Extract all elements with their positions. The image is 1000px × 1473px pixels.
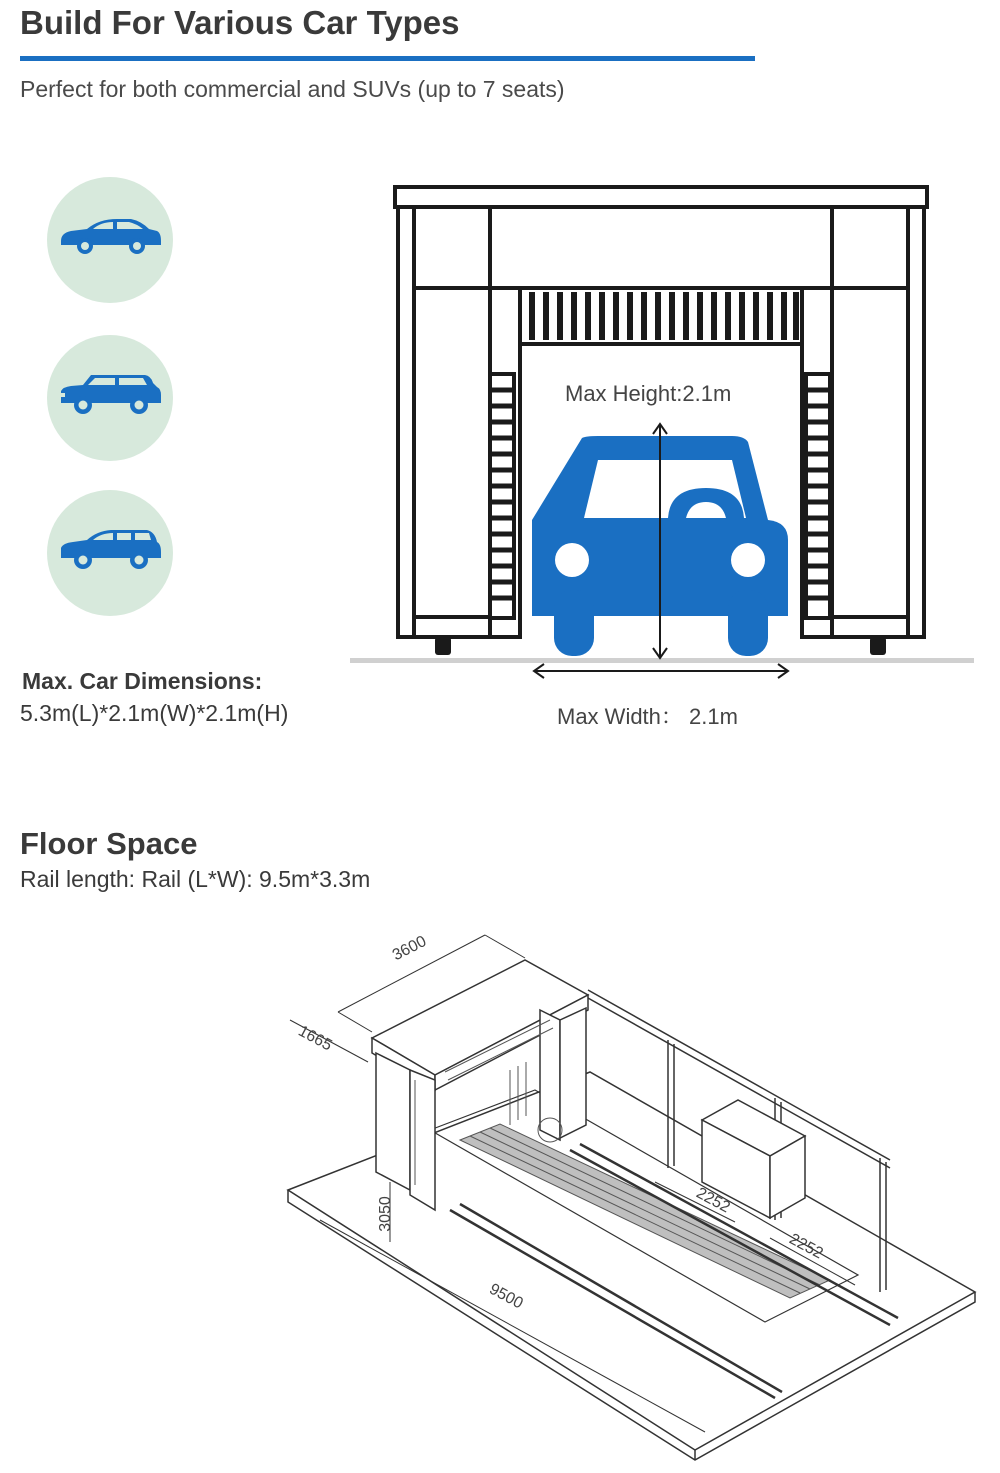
top-brush: [532, 292, 796, 340]
right-foot: [870, 637, 886, 655]
gantry-front-diagram: [340, 180, 980, 700]
dim-1665: 1665: [295, 1022, 335, 1055]
mpv-icon: [57, 528, 163, 572]
car-type-sedan: [47, 177, 173, 303]
dim-2252-b: 2252: [786, 1230, 826, 1263]
car-type-suv: [47, 335, 173, 461]
floor-space-title: Floor Space: [20, 826, 198, 861]
suv-icon: [57, 373, 163, 417]
max-dimensions-title: Max. Car Dimensions:: [22, 668, 263, 694]
car-type-mpv: [47, 490, 173, 616]
width-arrow: [534, 664, 788, 678]
rails: [450, 1144, 898, 1398]
page-title: Build For Various Car Types: [20, 4, 460, 41]
dim-3050: 3050: [376, 1196, 394, 1232]
dim-9500: 9500: [486, 1280, 526, 1313]
dim-3600: 3600: [389, 932, 430, 965]
max-dimensions-value: 5.3m(L)*2.1m(W)*2.1m(H): [20, 700, 289, 726]
dim-2252-a: 2252: [693, 1184, 733, 1217]
max-height-label: Max Height:2.1m: [565, 381, 732, 406]
title-underline: [20, 56, 755, 61]
sedan-icon: [57, 215, 163, 259]
page-subtitle: Perfect for both commercial and SUVs (up to 7 seats): [20, 76, 565, 102]
ground-line: [350, 658, 974, 663]
left-foot: [435, 637, 451, 655]
max-width-label: Max Width： 2.1m: [557, 704, 738, 729]
rail-length-text: Rail length: Rail (L*W): 9.5m*3.3m: [20, 866, 371, 892]
